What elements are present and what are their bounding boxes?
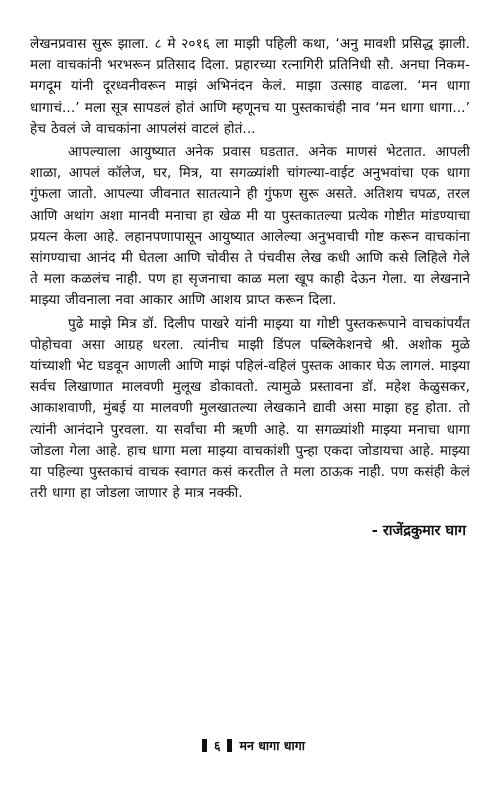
footer-bar-right [227, 739, 232, 752]
paragraph-1: लेखनप्रवास सुरू झाला. ८ मे २०१६ ला माझी पहिली कथा, ‘अनु मावशी प्रसिद्ध झाली. मला वाचकांनी भरभरून प्रतिसाद दिला. प्रहारच्या रत्नागिरी प्रतिनिधी सौ. अनघा निकम-मगदूम यांनी दूरध्वनीवरून माझं अभिनंदन केलं. माझा उत्साह वाढला. ‘मन धागा धागाचं...’ मला सूत्र सापडलं होतं आणि म्हणूनच या पुस्तकाचंही नाव ‘मन धागा धागा...’ हेच ठेवलं जे वाचकांना आपलंसं वाटलं होतं... [30, 36, 470, 137]
author-signature: - राजेंद्रकुमार घाग [371, 523, 466, 540]
page-number: ६ [213, 738, 221, 753]
paragraph-3: पुढे माझे मित्र डॉ. दिलीप पाखरे यांनी माझ्या या गोष्टी पुस्तकरूपाने वाचकांपर्यंत पोहोचवा असा आग्रह धरला. त्यांनीच माझी डिंपल पब्लिकेशनचे श्री. अशोक मुळे यांच्याशी भेट घडवून आणली आणि माझं पहिलं-वहिलं पुस्तक आकार घेऊ लागलं. माझ्या सर्वच लिखाणात मालवणी मुलूख डोकावतो. त्यामुळे प्रस्तावना डॉ. महेश केळुसकर, आकाशवाणी, मुंबई या मालवणी मुलखातल्या लेखकाने द्यावी असा माझा हट्ट होता. तो त्यांनी आनंदाने पुरवला. या सर्वांचा मी ऋणी आहे. या सगळ्यांशी माझ्या मनाचा धागा जोडला गेला आहे. हाच धागा मला माझ्या वाचकांशी पुन्हा एकदा जोडायचा आहे. माझ्या या पहिल्या पुस्तकाचं वाचक स्वागत कसं करतील ते मला ठाऊक नाही. पण कसंही केलं तरी धागा हा जोडला जाणार हे मात्र नक्की. [30, 315, 470, 502]
running-title: मन धागा धागा [239, 738, 306, 753]
page-footer [0, 737, 500, 754]
paragraph-2: आपल्याला आयुष्यात अनेक प्रवास घडतात. अनेक माणसं भेटतात. आपली शाळा, आपलं कॉलेज, घर, मित्र, या सगळ्यांशी चांगल्या-वाईट अनुभवांचा एक धागा गुंफला जातो. आपल्या जीवनात सातत्याने ही गुंफण सुरू असते. अतिशय चपळ, तरल आणि अथांग अशा मानवी मनाचा हा खेळ मी या पुस्तकातल्या प्रत्येक गोष्टीत मांडण्याचा प्रयत्न केला आहे. लहानपणापासून आयुष्यात आलेल्या अनुभवाची गोष्ट करून वाचकांना सांगण्याचा आनंद मी घेतला आणि चोवीस ते पंचवीस लेख कधी आणि कसे लिहिले गेले ते मला कळलंच नाही. पण हा सृजनाचा काळ मला खूप काही देऊन गेला. या लेखनाने माझ्या जीवनाला नवा आकार आणि आशय प्राप्त करून दिला. [30, 144, 470, 309]
footer-bar-left [202, 739, 207, 752]
